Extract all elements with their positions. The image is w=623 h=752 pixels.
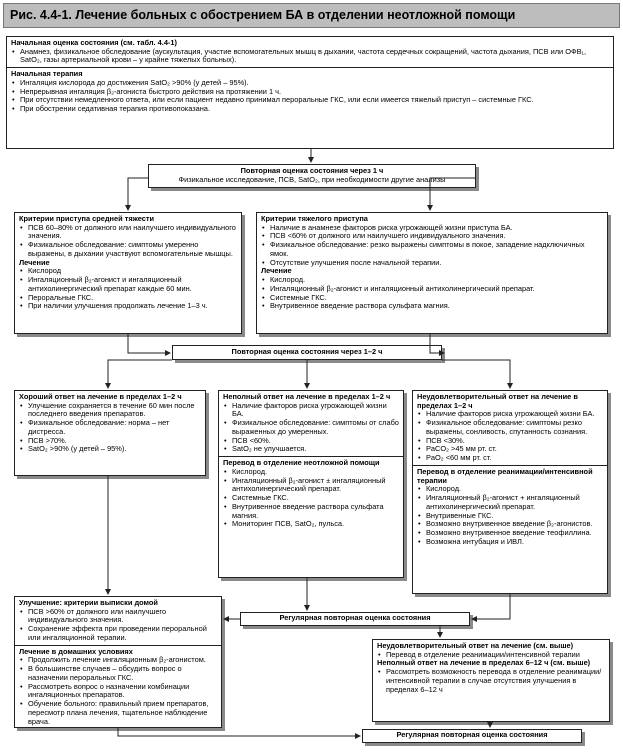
divider bbox=[219, 456, 403, 457]
list-item: • ПСВ 60–80% от должного или наилучшего индивидуального значения. bbox=[19, 224, 237, 241]
reassess-1h-box bbox=[148, 164, 476, 188]
list-item: • При обострении седативная терапия противопоказана. bbox=[11, 105, 609, 114]
list-item: • При наличии улучшения продолжать лечение 1–3 ч. bbox=[19, 302, 237, 311]
list-item: • Перевод в отделение реанимации/интенсивной терапии bbox=[377, 651, 605, 660]
list-item: • Системные ГКС. bbox=[261, 294, 603, 303]
list-item: • Внутривенные ГКС. bbox=[417, 512, 603, 521]
list-item: • Мониторинг ПСВ, SatO₂, пульса. bbox=[223, 520, 399, 529]
divider bbox=[7, 67, 613, 68]
divider bbox=[15, 645, 221, 646]
good-response-title: Хороший ответ на лечение в пределах 1–2 ч bbox=[19, 392, 182, 401]
arrow-poor-to-regular bbox=[472, 594, 510, 619]
list-item: • Наличие факторов риска угрожающей жизни БА. bbox=[223, 402, 399, 419]
list-item: • Наличие факторов риска угрожающей жизни БА. bbox=[417, 410, 603, 419]
severe-criteria-list bbox=[261, 224, 603, 268]
list-item: • Возможно внутривенное введение β₂-агонистов. bbox=[417, 520, 603, 529]
list-item: • Рассмотреть вопрос о назначении комбинации ингаляционных препаратов. bbox=[19, 683, 217, 700]
list-item: • Ингаляционный β₂-агонист + ингаляционный антихолинергический препарат. bbox=[417, 494, 603, 511]
list-item: • Продолжить лечение ингаляционным β₂-агонистом. bbox=[19, 656, 217, 665]
severe-criteria-box bbox=[256, 212, 608, 334]
regular-reassess-title-1: Регулярная повторная оценка состояния bbox=[279, 613, 431, 622]
list-item: • Анамнез, физикальное обследование (аускультация, участие вспомогательных мышц в дыхании, частота сердечных сокращений, частота дыхания, ПСВ или ОФВ₁, SatO₂, газы артериальной крови – у крайне тяжелых больных). bbox=[11, 48, 609, 65]
moderate-criteria-title: Критерии приступа средней тяжести bbox=[19, 214, 155, 223]
list-item: • ПСВ <30%. bbox=[417, 437, 603, 446]
arrow-moderate-to-reassess2 bbox=[128, 334, 170, 353]
list-item: • Рассмотреть возможность перевода в отделение реанимации/интенсивной терапии в случае отсутствия улучшения в пределах 6–12 ч bbox=[377, 668, 605, 694]
list-item: • Физикальное обследование: симптомы резко выражены, сонливость, спутанность сознания. bbox=[417, 419, 603, 436]
list-item: • Физикальное обследование: норма – нет дистресса. bbox=[19, 419, 201, 436]
moderate-criteria-box bbox=[14, 212, 242, 334]
partial-response-list bbox=[223, 402, 399, 454]
list-item: • Пероральные ГКС. bbox=[19, 294, 237, 303]
list-item: • SatO₂ >90% (у детей – 95%). bbox=[19, 445, 201, 454]
list-item: • Внутривенное введение раствора сульфата магния. bbox=[261, 302, 603, 311]
list-item: • ПСВ <60%. bbox=[223, 437, 399, 446]
list-item: • Отсутствие улучшения после начальной терапии. bbox=[261, 259, 603, 268]
discharge-title: Улучшение: критерии выписки домой bbox=[19, 598, 158, 607]
initial-assessment-box bbox=[6, 36, 614, 149]
list-item: • Физикальное обследование: симптомы умеренно выражены, в дыхании участвуют вспомогательные мышцы. bbox=[19, 241, 237, 258]
list-item: • ПСВ >60% от должного или наилучшего индивидуального значения. bbox=[19, 608, 217, 625]
list-item: • Физикальное обследование: резко выражены симптомы в покое, западение надключичных ямок. bbox=[261, 241, 603, 258]
list-item: • Физикальное обследование: симптомы от слабо выраженных до умеренных. bbox=[223, 419, 399, 436]
list-item: • В большинстве случаев – обсудить вопрос о назначении пероральных ГКС. bbox=[19, 665, 217, 682]
list-item: • Улучшение сохраняется в течение 60 мин после последнего введения препаратов. bbox=[19, 402, 201, 419]
list-item: • PaCO₂ >45 мм рт. ст. bbox=[417, 445, 603, 454]
final-poor-list bbox=[377, 651, 605, 660]
moderate-treatment-list bbox=[19, 267, 237, 311]
home-treatment-list bbox=[19, 656, 217, 726]
moderate-treatment-title: Лечение bbox=[19, 257, 50, 267]
partial-response-title: Неполный ответ на лечение в пределах 1–2 ч bbox=[223, 392, 391, 401]
severe-treatment-title: Лечение bbox=[261, 266, 292, 276]
divider bbox=[413, 465, 607, 466]
poor-icu-title: Перевод в отделение реанимации/интенсивной терапии bbox=[417, 466, 593, 485]
poor-response-title: Неудовлетворительный ответ на лечение в пределах 1–2 ч bbox=[417, 392, 578, 410]
home-treatment-title: Лечение в домашних условиях bbox=[19, 646, 133, 656]
list-item: • Возможно внутривенное введение теофиллина. bbox=[417, 529, 603, 538]
arrow-reassess2-to-good bbox=[108, 360, 172, 388]
poor-response-box bbox=[412, 390, 608, 594]
list-item: • Кислород. bbox=[261, 276, 603, 285]
partial-transfer-list bbox=[223, 468, 399, 529]
moderate-criteria-list bbox=[19, 224, 237, 259]
list-item: • Кислород. bbox=[223, 468, 399, 477]
initial-assessment-title: Начальная оценка состояния (см. табл. 4.4-1) bbox=[11, 38, 177, 47]
list-item: • Обучение больного: правильный прием препаратов, пересмотр плана лечения, тщательное наблюдение врача. bbox=[19, 700, 217, 726]
regular-reassess-box-1 bbox=[240, 612, 470, 626]
list-item: • SatO₂ не улучшается. bbox=[223, 445, 399, 454]
severe-criteria-title: Критерии тяжелого приступа bbox=[261, 214, 368, 223]
regular-reassess-box-2 bbox=[362, 729, 582, 743]
list-item: • Сохранение эффекта при проведении пероральной или ингаляционной терапии. bbox=[19, 625, 217, 642]
list-item: • PaO₂ <60 мм рт. ст. bbox=[417, 454, 603, 463]
reassess-1-2h-title: Повторная оценка состояния через 1–2 ч bbox=[231, 347, 383, 356]
initial-therapy-list bbox=[11, 79, 609, 114]
poor-response-list bbox=[417, 410, 603, 462]
list-item: • Внутривенное введение раствора сульфата магния. bbox=[223, 503, 399, 520]
arrow-reassess-to-moderate bbox=[128, 178, 148, 210]
arrow-reassess2-to-poor bbox=[442, 360, 510, 388]
list-item: • Ингаляционный β₂-агонист ± ингаляционный антихолинергический препарат. bbox=[223, 477, 399, 494]
list-item: • Ингаляция кислорода до достижения SatO₂ >90% (у детей – 95%). bbox=[11, 79, 609, 88]
initial-assessment-list bbox=[11, 48, 609, 65]
severe-treatment-list bbox=[261, 276, 603, 311]
partial-transfer-title: Перевод в отделение неотложной помощи bbox=[223, 458, 380, 468]
good-response-box bbox=[14, 390, 206, 476]
list-item: • Непрерывная ингаляция β₂-агониста быстрого действия на протяжении 1 ч. bbox=[11, 88, 609, 97]
list-item: • Ингаляционный β₂-агонист и ингаляционный антихолинергический препарат каждые 60 мин. bbox=[19, 276, 237, 293]
arrow-discharge-to-regular2 bbox=[118, 728, 360, 736]
final-partial-title: Неполный ответ на лечение в пределах 6–12 ч (см. выше) bbox=[377, 658, 591, 668]
list-item: • Системные ГКС. bbox=[223, 494, 399, 503]
list-item: • Кислород bbox=[19, 267, 237, 276]
final-partial-list bbox=[377, 668, 605, 694]
list-item: • При отсутствии немедленного ответа, или если пациент недавно принимал пероральные ГКС, или если имеется тяжелый приступ – системные ГКС. bbox=[11, 96, 609, 105]
discharge-list bbox=[19, 608, 217, 643]
initial-therapy-title: Начальная терапия bbox=[11, 69, 83, 79]
figure-title: Рис. 4.4-1. Лечение больных с обострением БА в отделении неотложной помощи bbox=[3, 3, 620, 28]
final-response-box bbox=[372, 639, 610, 722]
regular-reassess-title-2: Регулярная повторная оценка состояния bbox=[396, 730, 548, 739]
reassess-1h-title: Повторная оценка состояния через 1 ч bbox=[240, 166, 384, 175]
good-response-list bbox=[19, 402, 201, 454]
list-item: • Кислород. bbox=[417, 485, 603, 494]
reassess-1h-text: Физикальное исследование, ПСВ, SatO₂, при необходимости другие анализы bbox=[178, 174, 446, 184]
final-poor-title: Неудовлетворительный ответ на лечение (см. выше) bbox=[377, 641, 574, 650]
list-item: • ПСВ >70%. bbox=[19, 437, 201, 446]
list-item: • Ингаляционный β₂-агонист и ингаляционный антихолинергический препарат. bbox=[261, 285, 603, 294]
poor-icu-list bbox=[417, 485, 603, 546]
reassess-1-2h-box bbox=[172, 345, 442, 360]
partial-response-box bbox=[218, 390, 404, 578]
discharge-box bbox=[14, 596, 222, 728]
list-item: • Наличие в анамнезе факторов риска угрожающей жизни приступа БА. bbox=[261, 224, 603, 233]
list-item: • Возможна интубация и ИВЛ. bbox=[417, 538, 603, 547]
list-item: • ПСВ <60% от должного или наилучшего индивидуального значения. bbox=[261, 232, 603, 241]
